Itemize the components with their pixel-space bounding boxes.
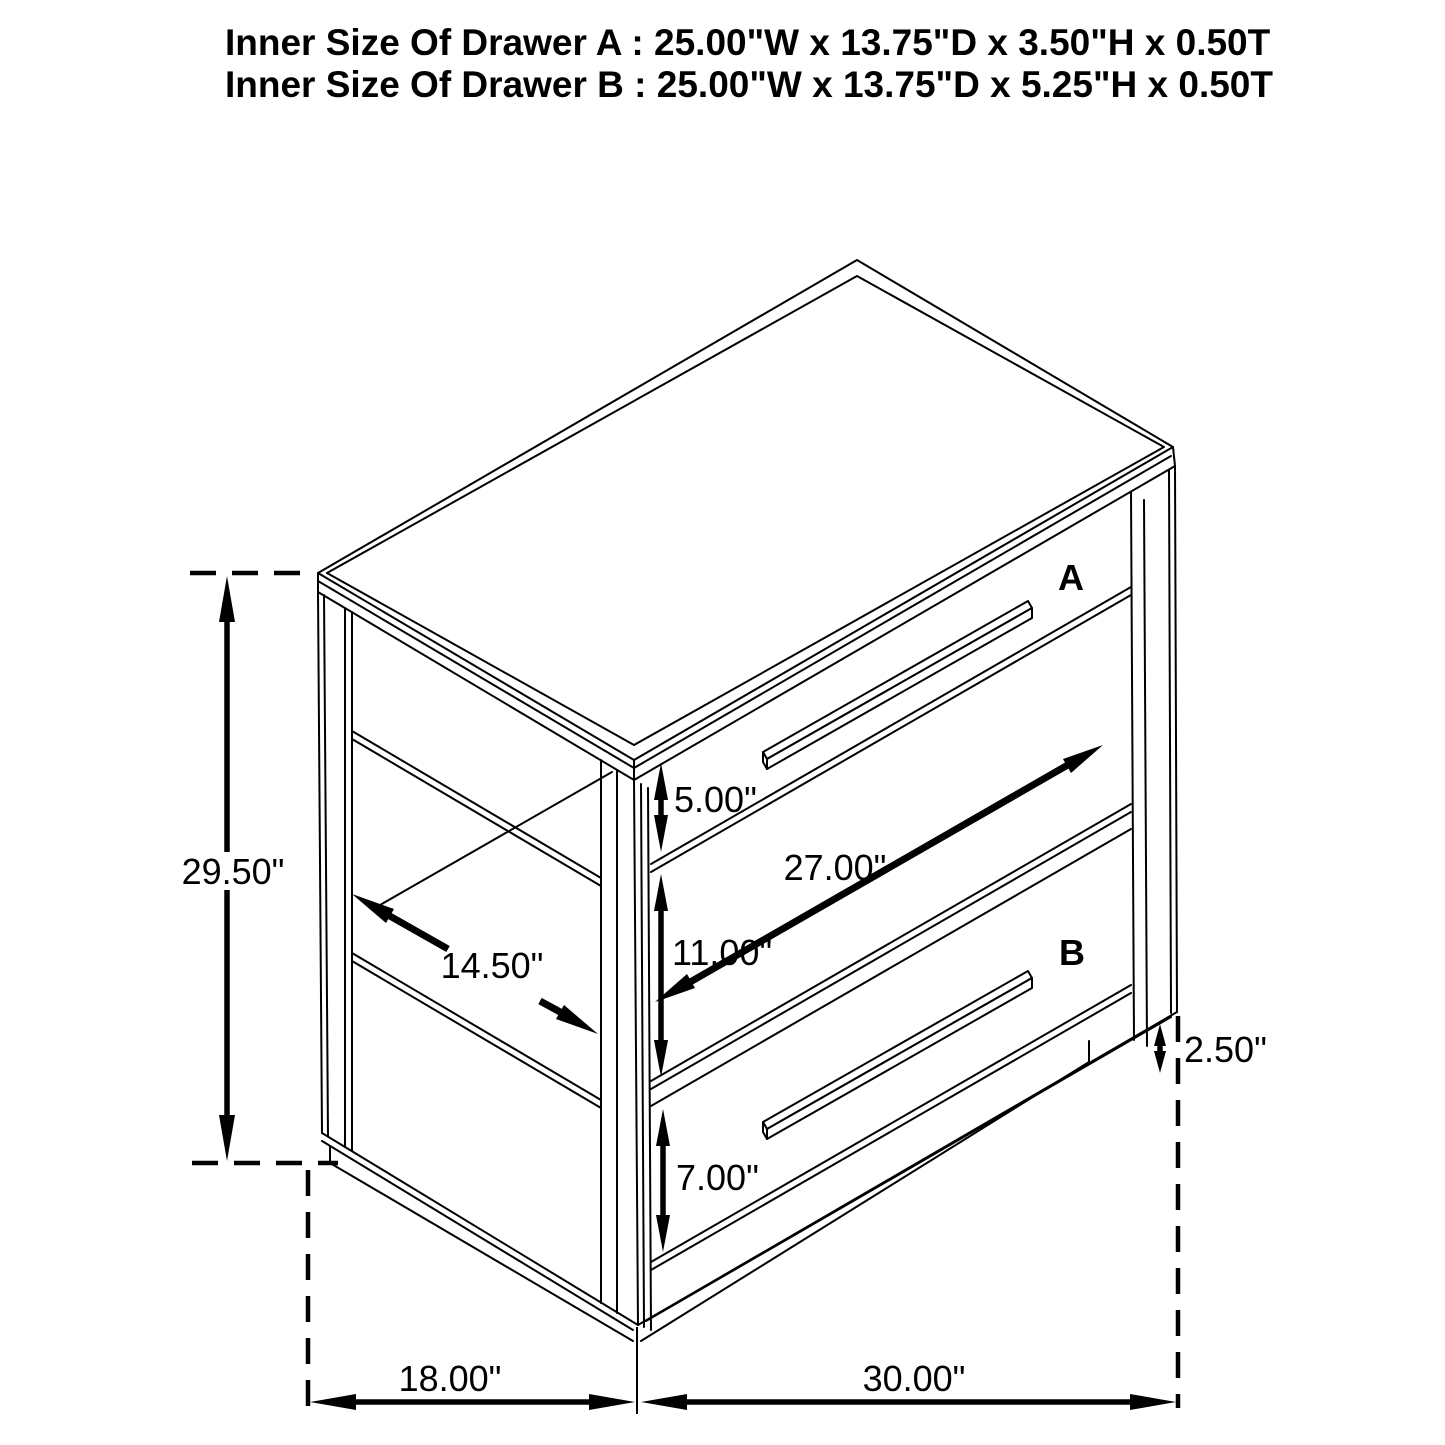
title-line-drawer-a: Inner Size Of Drawer A : 25.00"W x 13.75"D x 3.50"H x 0.50T	[225, 22, 1271, 63]
dim-overall-depth-label: 18.00"	[398, 1358, 502, 1399]
drawer-b-bottom-edge	[651, 985, 1131, 1270]
drawer-a-label: A	[1058, 557, 1084, 598]
drawer-b-label: B	[1059, 932, 1085, 973]
base-left	[330, 1146, 633, 1341]
dim-base-height	[1154, 1024, 1267, 1073]
dim-overall-width	[641, 1358, 1176, 1410]
dim-opening-a-height	[654, 763, 757, 852]
dim-opening-a-label: 5.00"	[674, 779, 757, 820]
arrowhead-up	[654, 763, 668, 800]
dim-shelf-depth	[352, 894, 598, 1034]
dim-shelf-depth-label: 14.50"	[440, 945, 544, 986]
arrowhead-right	[1130, 1394, 1176, 1410]
dim-overall-width-label: 30.00"	[862, 1358, 966, 1399]
drawer-b-handle	[763, 971, 1032, 1139]
arrowhead-up	[1154, 1024, 1166, 1046]
niche-interior-edge	[380, 772, 612, 905]
dim-overall-height	[182, 576, 285, 1161]
arrowhead-down	[1154, 1051, 1166, 1073]
arrowhead-right	[589, 1394, 635, 1410]
dim-base-height-label: 2.50"	[1184, 1029, 1267, 1070]
title-block	[225, 22, 1273, 105]
shelf-niche-top-edge	[352, 731, 601, 886]
arrowhead-left	[641, 1394, 687, 1410]
dim-opening-width-label: 27.00"	[783, 847, 887, 888]
arrowhead-down	[219, 1115, 235, 1161]
title-line-drawer-b: Inner Size Of Drawer B : 25.00"W x 13.75"D x 5.25"H x 0.50T	[225, 64, 1273, 105]
arrowhead-downright	[556, 1005, 598, 1034]
arrowhead-up	[654, 874, 668, 911]
arrowhead-up	[656, 1109, 670, 1146]
dim-opening-b-label: 11.00"	[672, 932, 773, 973]
dim-overall-depth	[310, 1358, 635, 1410]
arrowhead-left	[310, 1394, 356, 1410]
dim-overall-height-label: 29.50"	[181, 851, 285, 892]
arrowhead-upleft	[352, 894, 394, 923]
top-panel	[318, 260, 1175, 780]
arrowhead-down	[654, 815, 668, 852]
arrowhead-upright	[1063, 745, 1103, 773]
extension-lines	[190, 573, 1178, 1414]
drawer-front-face	[634, 466, 1177, 1341]
arrowhead-down	[656, 1215, 670, 1252]
dim-drawer-b-face-label: 7.00"	[676, 1157, 759, 1198]
arrowhead-up	[219, 576, 235, 622]
